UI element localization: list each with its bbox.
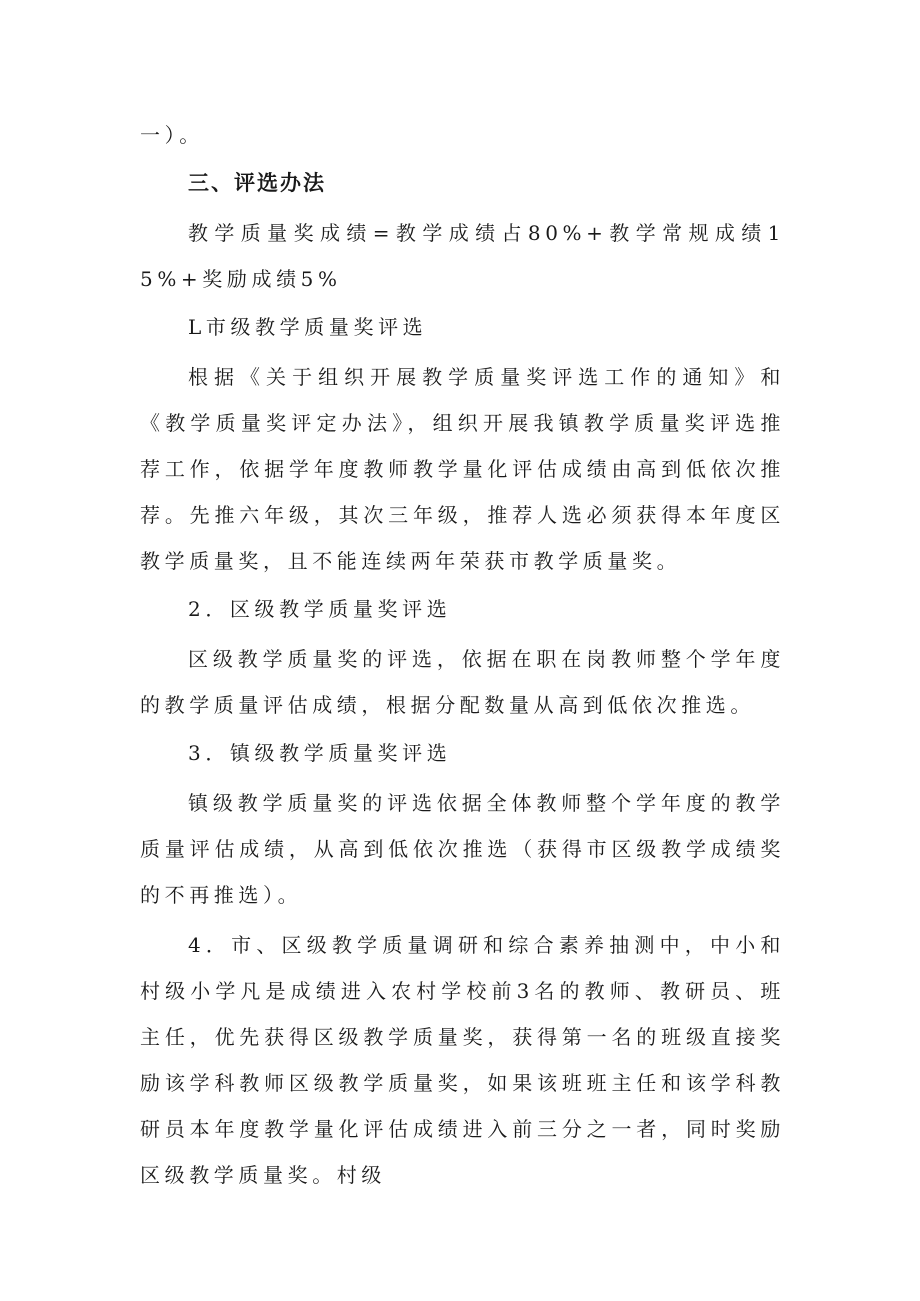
- item-3-heading: 3．镇级教学质量奖评选: [188, 741, 452, 765]
- item-1-heading: L市级教学质量奖评选: [188, 315, 428, 339]
- continuation-text: 一）。: [140, 123, 204, 147]
- document-body: [140, 112, 785, 1198]
- score-formula: 教学质量奖成绩=教学成绩占80%+教学常规成绩15%+奖励成绩5%: [140, 221, 785, 291]
- item-1-body: 根据《关于组织开展教学质量奖评选工作的通知》和《教学质量奖评定办法》，组织开展我镇教学质量奖评选推荐工作，依据学年度教师教学量化评估成绩由高到低依次推荐。先推六年级，其次三年级，推荐人选必须获得本年度区教学质量奖，且不能连续两年荣获市教学质量奖。: [140, 365, 785, 573]
- section-heading: 三、评选办法: [188, 171, 326, 195]
- item-2-heading: 2．区级教学质量奖评选: [188, 597, 452, 621]
- item-4-paragraph: 4．市、区级教学质量调研和综合素养抽测中，中小和村级小学凡是成绩进入农村学校前3名的教师、教研员、班主任，优先获得区级教学质量奖，获得第一名的班级直接奖励该学科教师区级教学质量奖，如果该班班主任和该学科教研员本年度教学量化评估成绩进入前三分之一者，同时奖励区级教学质量奖。村级: [140, 933, 785, 1187]
- item-2-body: 区级教学质量奖的评选，依据在职在岗教师整个学年度的教学质量评估成绩，根据分配数量从高到低依次推选。: [140, 647, 785, 717]
- item-3-body: 镇级教学质量奖的评选依据全体教师整个学年度的教学质量评估成绩，从高到低依次推选（获得市区级教学成绩奖的不再推选）。: [140, 791, 785, 907]
